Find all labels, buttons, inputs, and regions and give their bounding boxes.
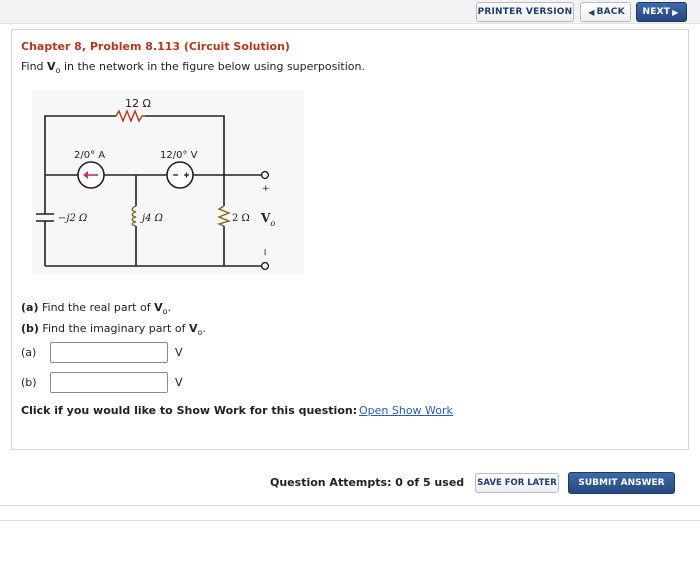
answer-b-input[interactable] [50,372,168,393]
label-minus: − [259,248,270,257]
footer-divider-lower [0,520,700,521]
label-vo-sub: o [270,219,276,228]
open-show-work-link[interactable]: Open Show Work [359,404,453,417]
answer-a-label: (a) [21,345,37,359]
top-toolbar [0,0,700,24]
answer-row-a [21,341,183,363]
problem-title: Chapter 8, Problem 8.113 (Circuit Solution) [21,40,290,53]
answer-row-b [21,371,183,393]
chevron-left-icon: ◀ [588,7,595,17]
printer-version-label: PRINTER VERSION [477,7,573,17]
next-label: NEXT [642,7,671,17]
part-a-period: . [167,301,171,314]
answer-a-input[interactable] [50,342,168,363]
submit-answer-label: SUBMIT ANSWER [578,478,665,488]
current-source-icon [78,162,104,188]
save-for-later-label: SAVE FOR LATER [477,478,557,488]
part-b-tag: (b) [21,322,39,336]
show-work-prompt: Click if you would like to Show Work for this question: [21,404,358,417]
label-vo-var: V [261,211,271,225]
next-button[interactable] [636,2,687,22]
label-current-source: 2/0° A [74,150,106,161]
footer-divider [0,505,700,506]
part-a-sub: o [162,307,168,317]
question-parts [21,299,206,341]
part-a-tag: (a) [21,301,39,314]
printer-version-button[interactable] [476,2,574,22]
label-r2: 2 Ω [232,213,250,224]
label-capacitor: −j2 Ω [58,213,88,224]
save-for-later-button[interactable] [475,473,559,493]
voltage-source-icon [167,162,193,188]
answer-b-unit: V [175,375,183,389]
part-a-text: Find the real part of [38,301,155,314]
part-b-period: . [202,322,206,336]
question-attempts: Question Attempts: 0 of 5 used [270,476,465,489]
answer-a-unit: V [175,345,183,359]
back-label: BACK [596,7,625,17]
chevron-right-icon: ▶ [672,7,679,17]
answer-b-label: (b) [21,375,37,389]
prompt-after: in the network in the figure below using superposition. [60,60,365,73]
part-b [21,320,206,341]
part-a-var: V [154,301,163,314]
label-voltage-source: 12/0° V [160,150,198,161]
part-a [21,299,206,320]
figure-background [32,90,304,274]
part-b-var: V [188,322,198,336]
label-r12: 12 Ω [125,97,151,110]
terminal-bottom-icon [262,263,269,270]
circuit-figure [32,90,304,274]
back-button[interactable] [580,2,631,22]
prompt-var: V [47,60,56,73]
label-inductor: j4 Ω [142,213,163,224]
label-plus: + [262,184,270,194]
part-b-sub: o [197,328,203,338]
problem-prompt [21,60,365,75]
prompt-sub: o [55,66,61,76]
part-b-text: Find the imaginary part of [38,322,189,336]
submit-answer-button[interactable] [568,472,675,494]
terminal-top-icon [262,172,269,179]
prompt-before: Find [21,60,48,73]
